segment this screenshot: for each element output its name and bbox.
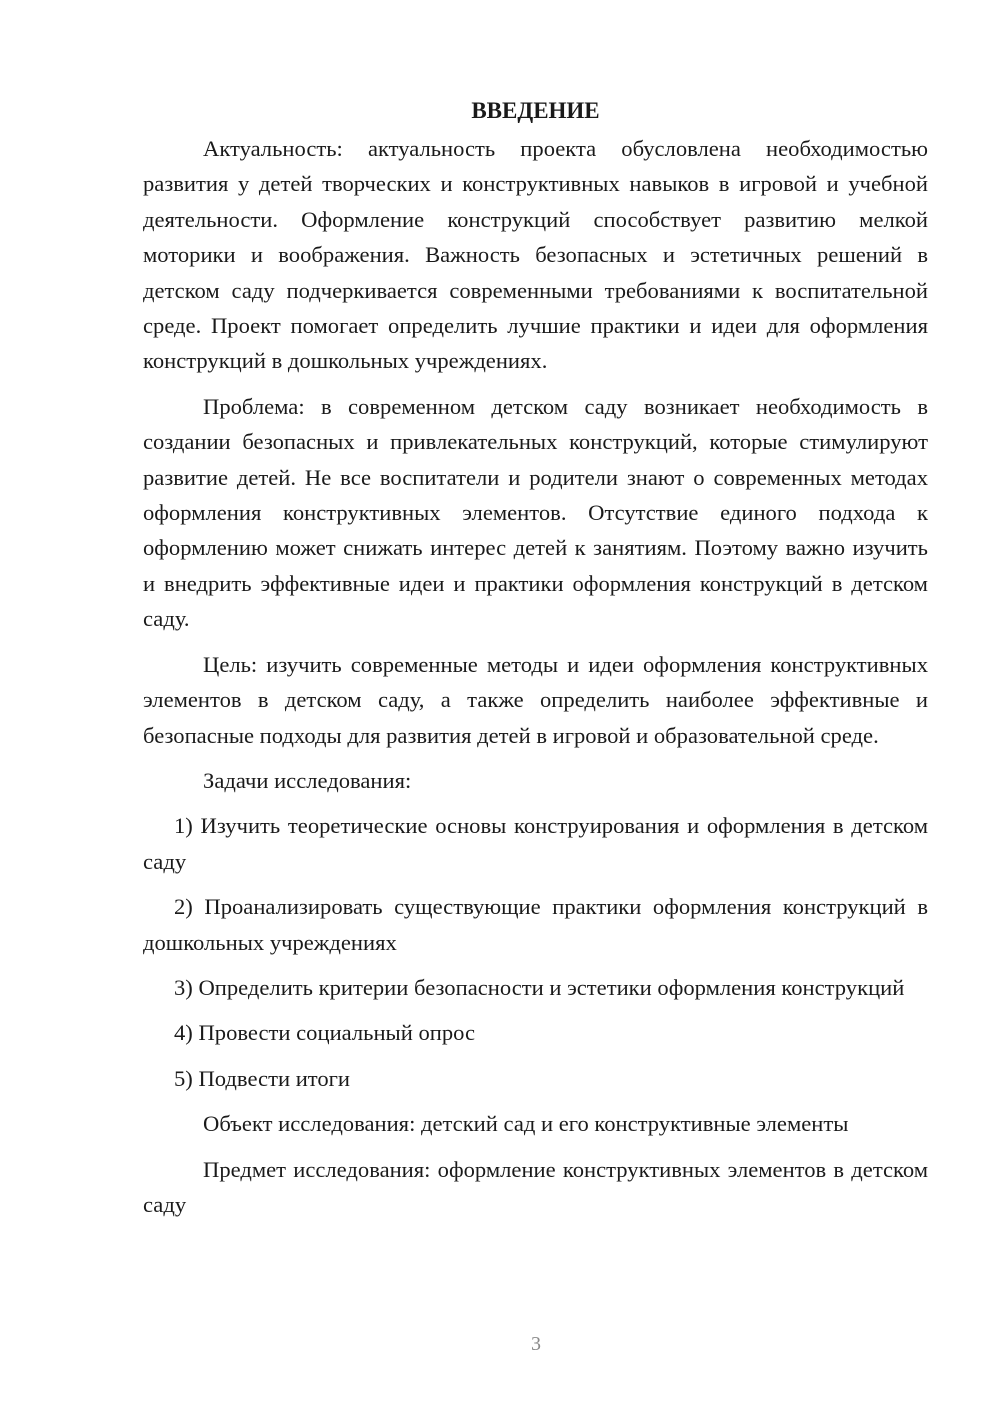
subject-paragraph: Предмет исследования: оформление конструктивных элементов в детском саду bbox=[143, 1156, 928, 1217]
page-number: 3 bbox=[531, 1333, 541, 1355]
goal-paragraph: Цель: изучить современные методы и идеи оформления конструктивных элементов в детском саду, а также определить наиболее эффективные и безопасные подходы для развития детей в игровой и образовательной среде. bbox=[143, 651, 928, 748]
problem-paragraph: Проблема: в современном детском саду возникает необходимость в создании безопасных и привлекательных конструкций, которые стимулируют развитие детей. Не все воспитатели и родители знают о современных методах оформления конструктивных элементов. Отсутствие единого подхода к оформлению может снижать интерес детей к занятиям. Поэтому важно изучить и внедрить эффективные идеи и практики оформления конструкций в детском саду. bbox=[143, 393, 928, 632]
relevance-paragraph: Актуальность: актуальность проекта обусловлена необходимостью развития у детей творческих и конструктивных навыков в игровой и учебной деятельности. Оформление конструкций способствует развитию мелкой моторики и воображения. Важность безопасных и эстетичных решений в детском саду подчеркивается современными требованиями к воспитательной среде. Проект помогает определить лучшие практики и идеи для оформления конструкций в дошкольных учреждениях. bbox=[143, 136, 928, 374]
task-item-2: 2) Проанализировать существующие практики оформления конструкций в дошкольных учреждениях bbox=[143, 894, 928, 955]
task-item-4: 4) Провести социальный опрос bbox=[174, 1020, 476, 1046]
object-paragraph: Объект исследования: детский сад и его конструктивные элементы bbox=[203, 1111, 849, 1137]
task-item-1: 1) Изучить теоретические основы конструирования и оформления в детском саду bbox=[143, 813, 928, 874]
document-page bbox=[143, 96, 928, 1232]
tasks-title: Задачи исследования: bbox=[203, 767, 412, 793]
task-item-5: 5) Подвести итоги bbox=[174, 1065, 351, 1091]
section-heading: ВВЕДЕНИЕ bbox=[471, 98, 600, 123]
task-item-3: 3) Определить критерии безопасности и эстетики оформления конструкций bbox=[174, 974, 905, 1000]
